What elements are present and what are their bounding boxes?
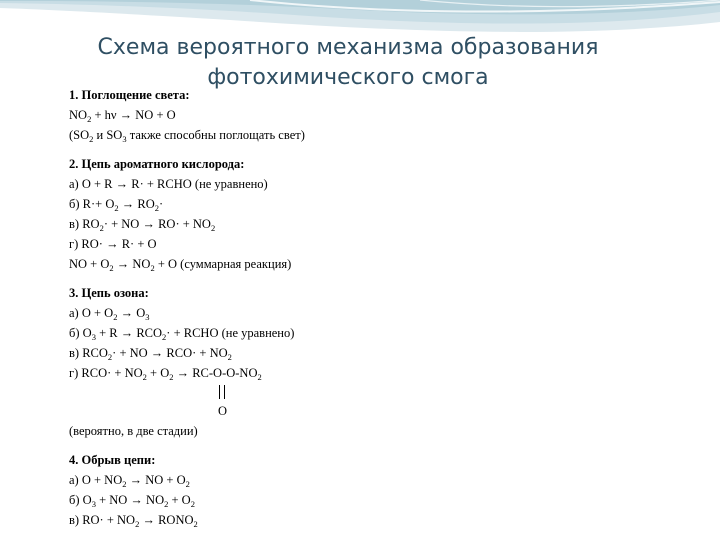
section-4-heading: 4. Обрыв цепи:	[69, 453, 156, 467]
reaction-line: б) $O_3$ + NO → $NO_2 + O_2$	[69, 493, 195, 509]
reaction-line: а) O + R → R· + RCHO (не уравнено)	[69, 177, 268, 191]
reaction-line: $NO_2 + h\nu$ → NO + O	[69, 108, 176, 124]
reaction-line: в) $RCO_2\cdot$ + NO → $RCO\cdot + NO_2$	[69, 346, 232, 362]
reaction-line: б) $O_3 + R \to RCO_2\cdot$ + RCHO (не уравнено)	[69, 326, 295, 342]
content-body	[69, 87, 669, 532]
double-bond-mark	[69, 385, 669, 403]
section-1-heading: 1. Поглощение света:	[69, 88, 190, 102]
reaction-line: а) $O + O_2 \to O_3$	[69, 306, 150, 322]
reaction-line: NO + $O_2 \to NO_2 + O$ (суммарная реакция)	[69, 257, 292, 273]
section-3-heading: 3. Цепь озона:	[69, 286, 149, 300]
oxygen-atom-label: O	[218, 404, 228, 418]
reaction-line: в) $RO\cdot + NO_2$ → $RONO_2$	[69, 513, 198, 529]
reaction-line: г) RO· → R· + O	[69, 237, 157, 251]
slide-title-line-2: фотохимического смога	[207, 65, 489, 90]
reaction-line: а) $O + NO_2$ → NO + $O_2$	[69, 473, 190, 489]
note-line: ($SO_2$ и $SO_3$ также способны поглощать свет)	[69, 128, 305, 144]
reaction-line: б) $R\cdot+ O_2 \to RO_2\cdot$	[69, 197, 164, 213]
slide-title-line-1: Схема вероятного механизма образования	[97, 35, 599, 60]
section-2-heading: 2. Цепь ароматного кислорода:	[69, 157, 245, 171]
note-line: (вероятно, в две стадии)	[69, 424, 198, 438]
reaction-line: в) $RO_2\cdot$ + NO → $RO\cdot + NO_2$	[69, 217, 216, 233]
reaction-line: г) $RCO\cdot + NO_2 + O_2 \to RC-O-O-NO_2$	[69, 366, 262, 382]
